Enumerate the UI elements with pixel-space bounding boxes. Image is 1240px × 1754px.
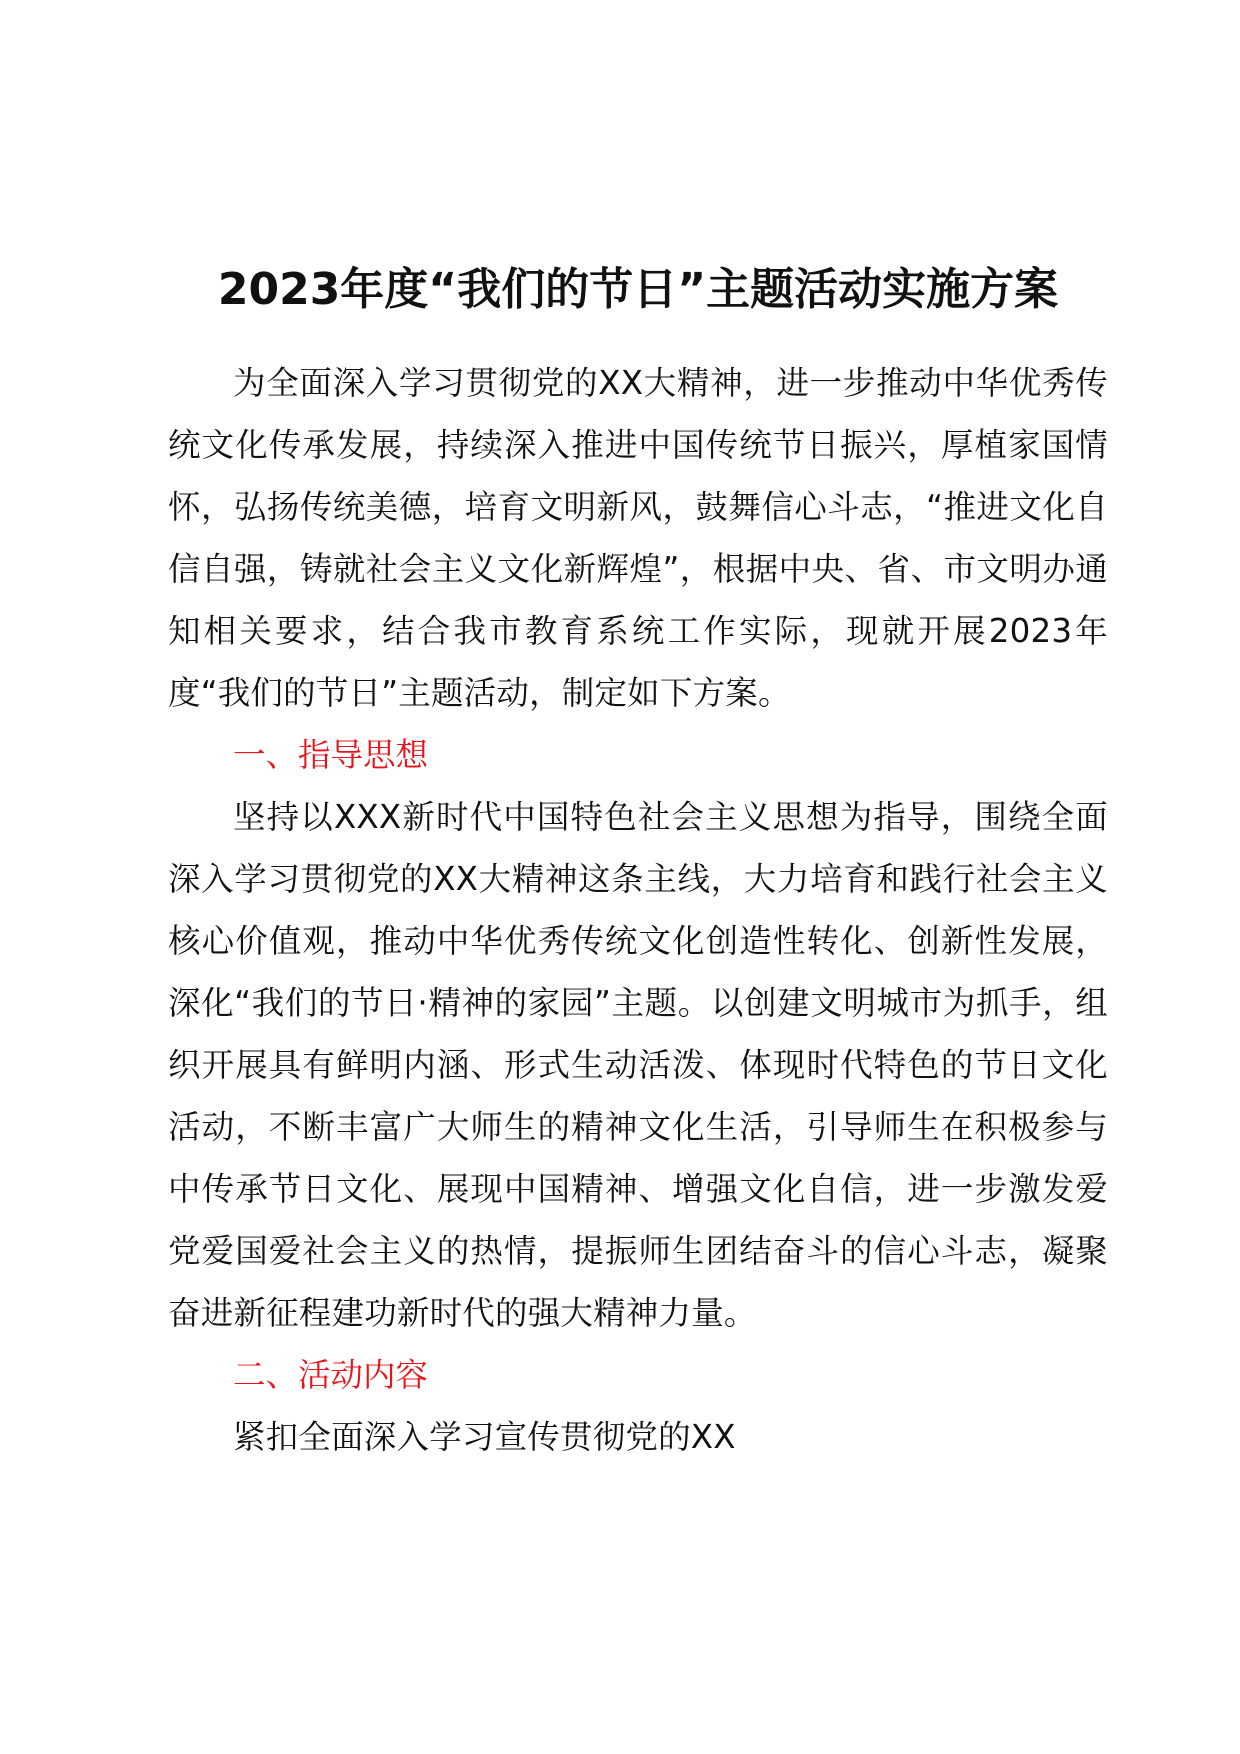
document-title: 2023年度“我们的节日”主题活动实施方案: [217, 264, 1059, 315]
section-body-guiding-ideology: 坚持以XXX新时代中国特色社会主义思想为指导，围绕全面深入学习贯彻党的XX大精神这条主线，大力培育和践行社会主义核心价值观，推动中华优秀传统文化创造性转化、创新性发展，深化“我们的节日·精神的家园”主题。以创建文明城市为抓手，组织开展具有鲜明内涵、形式生动活泼、体现时代特色的节日文化活动，不断丰富广大师生的精神文化生活，引导师生在积极参与中传承节日文化、展现中国精神、增强文化自信，进一步激发爱党爱国爱社会主义的热情，提振师生团结奋斗的信心斗志，凝聚奋进新征程建功新时代的强大精神力量。: [168, 798, 1108, 1332]
section-body-activity-content: 紧扣全面深入学习宣传贯彻党的XX: [233, 1418, 736, 1456]
document-body: [168, 258, 1108, 1468]
section-heading-activity-content: 二、活动内容: [233, 1356, 429, 1394]
section-heading-guiding-ideology: 一、指导思想: [233, 736, 429, 774]
intro-paragraph: 为全面深入学习贯彻党的XX大精神，进一步推动中华优秀传统文化传承发展，持续深入推进中国传统节日振兴，厚植家国情怀，弘扬传统美德，培育文明新风，鼓舞信心斗志，“推进文化自信自强，铸就社会主义文化新辉煌”，根据中央、省、市文明办通知相关要求，结合我市教育系统工作实际，现就开展2023年度“我们的节日”主题活动，制定如下方案。: [168, 364, 1108, 712]
